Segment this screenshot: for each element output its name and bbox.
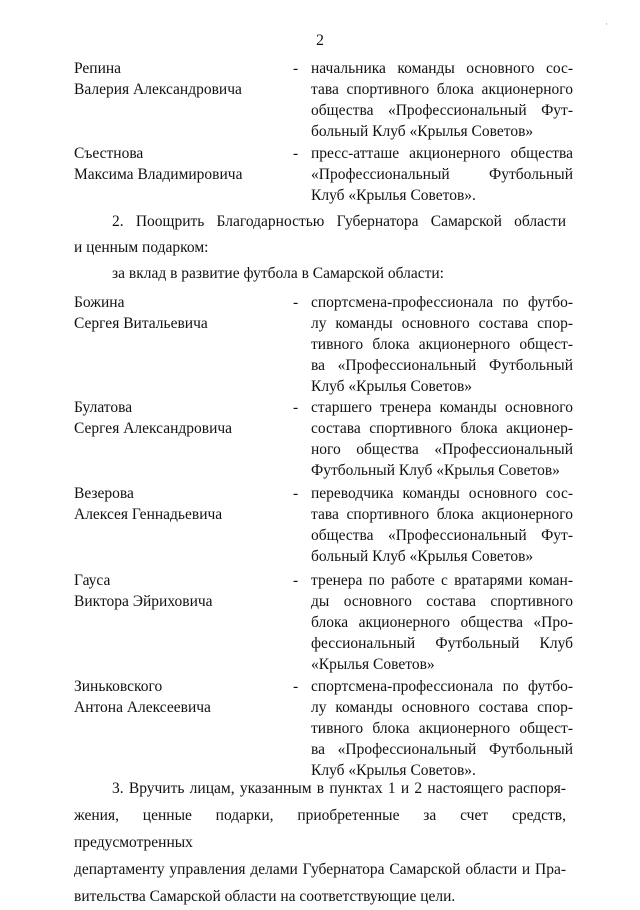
scan-artifact-mark: · <box>605 19 608 29</box>
list-dash: - <box>293 678 299 695</box>
person-position: спортсмена-профессионала по футбо- лу команды основного состава спор- тивного блока акционерного общест- ва «Профессиональный Футбольный Клуб «Крылья Советов». <box>311 678 573 779</box>
paragraph-2-continuation: и ценным подарком: <box>74 239 209 256</box>
person-name: Съестнова Максима Владимировича <box>74 145 243 183</box>
list-dash: - <box>293 572 299 589</box>
person-position: тренера по работе с вратарями коман- ды основного состава спортивного блока акционерного общества «Про- фессиональный Футбольный Клуб «Крылья Советов» <box>311 572 573 673</box>
person-position: спортсмена-профессионала по футбо- лу команды основного состава спор- тивного блока акционерного общест- ва «Профессиональный Футбольный Клуб «Крылья Советов» <box>311 294 573 395</box>
paragraph-2: 2. Поощрить Благодарностью Губернатора Самарской области <box>112 213 566 230</box>
person-position: начальника команды основного сос- тава спортивного блока акционерного общества «Профессиональный Фут- больный Клуб «Крылья Советов» <box>311 60 573 140</box>
page-number: 2 <box>316 32 324 49</box>
list-dash: - <box>293 294 299 311</box>
list-dash: - <box>293 145 299 162</box>
person-position: пресс-атташе акционерного общества «Профессиональный Футбольный Клуб «Крылья Советов». <box>311 145 573 204</box>
person-name: Божина Сергея Витальевича <box>74 294 208 332</box>
list-dash: - <box>293 485 299 502</box>
paragraph-3: 3. Вручить лицам, указанным в пунктах 1 и 2 настоящего распоря- жения, ценные подарки, приобретенные за счет средств, предусмотренных департаменту управления делами Губернатора Самарской области и Пра- вительства Самарской области на соответствующие цели. <box>74 780 566 905</box>
person-name: Репина Валерия Александровича <box>74 60 242 98</box>
sub-heading: за вклад в развитие футбола в Самарской области: <box>112 265 444 282</box>
person-name: Зиньковского Антона Алексеевича <box>74 678 211 716</box>
person-name: Гауса Виктора Эйриховича <box>74 572 213 610</box>
person-position: переводчика команды основного сос- тава спортивного блока акционерного общества «Профессиональный Фут- больный Клуб «Крылья Советов» <box>311 485 573 565</box>
person-position: старшего тренера команды основного состава спортивного блока акционер- ного общества «Профессиональный Футбольный Клуб «Крылья Советов» <box>311 399 573 479</box>
person-name: Везерова Алексея Геннадьевича <box>74 485 223 523</box>
list-dash: - <box>293 399 299 416</box>
list-dash: - <box>293 60 299 77</box>
person-name: Булатова Сергея Александровича <box>74 399 233 437</box>
